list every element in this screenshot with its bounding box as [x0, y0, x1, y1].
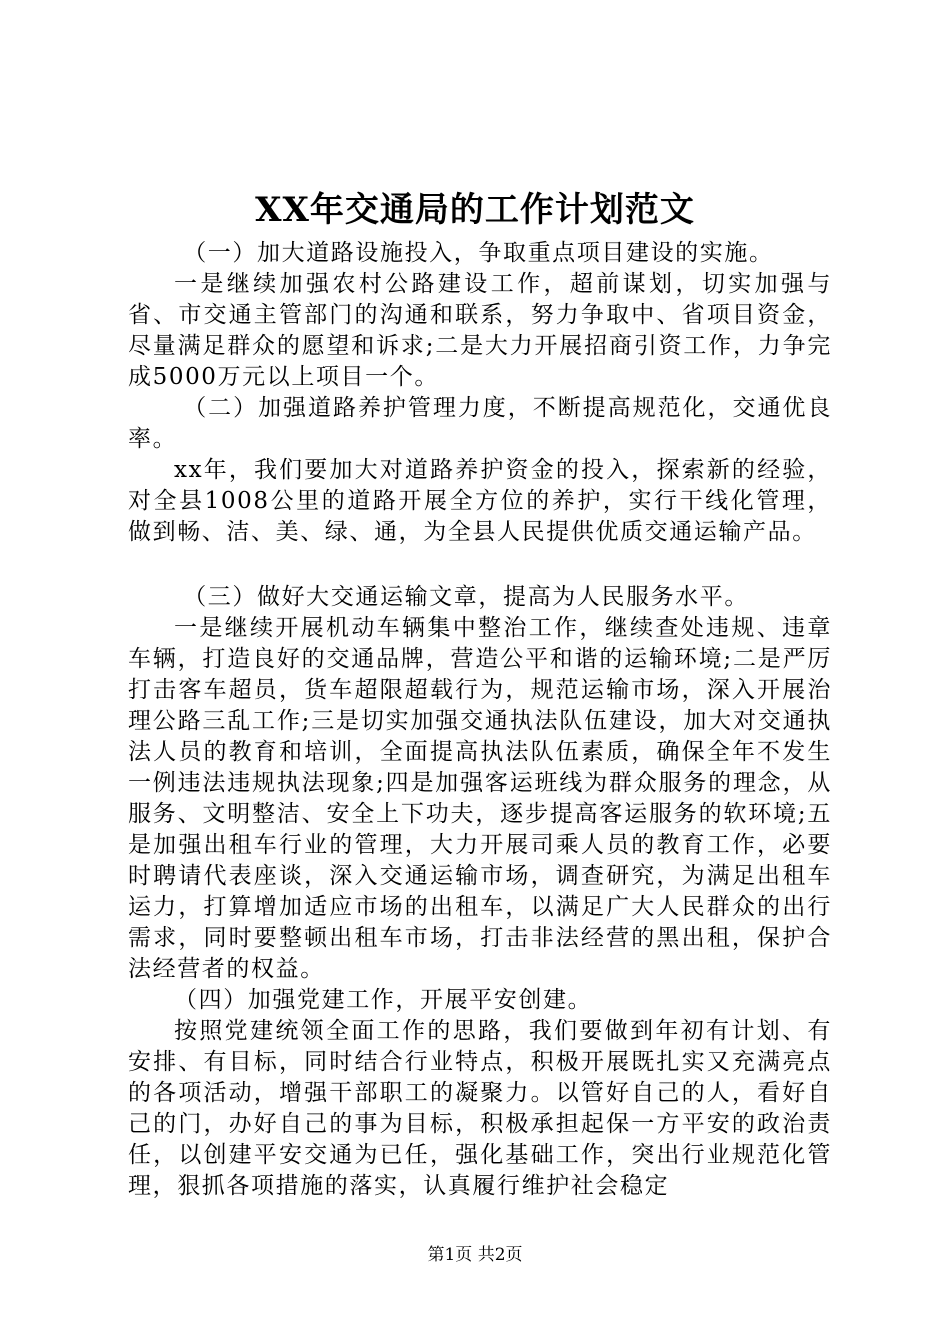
section-heading-1: （一）加大道路设施投入，争取重点项目建设的实施。 [183, 240, 774, 266]
section-heading-4: （四）加强党建工作，开展平安创建。 [174, 987, 593, 1013]
document-body [128, 238, 832, 1202]
page-title: XX年交通局的工作计划范文 [255, 190, 695, 230]
section-heading-2: （二）加强道路养护管理力度，不断提高规范化，交通优良率。 [128, 395, 832, 452]
body-paragraph: 一是继续开展机动车辆集中整治工作，继续查处违规、违章车辆，打造良好的交通品牌，营造公平和谐的运输环境;二是严厉打击客车超员，货车超限超载行为，规范运输市场，深入开展治理公路三乱工作;三是切实加强交通执法队伍建设，加大对交通执法人员的教育和培训，全面提高执法队伍素质，确保全年不发生一例违法违规执法现象;四是加强客运班线为群众服务的理念，从服务、文明整洁、安全上下功夫，逐步提高客运服务的软环境;五是加强出租车行业的管理，大力开展司乘人员的教育工作，必要时聘请代表座谈，深入交通运输市场，调查研究，为满足出租车运力，打算增加适应市场的出租车，以满足广大人民群众的出行需求，同时要整顿出租车市场，打击非法经营的黑出租，保护合法经营者的权益。 [128, 615, 832, 982]
page-number-footer: 第1页 共2页 [427, 1245, 523, 1265]
body-paragraph: xx年，我们要加大对道路养护资金的投入，探索新的经验，对全县1008公里的道路开展全方位的养护，实行干线化管理，做到畅、洁、美、绿、通，为全县人民提供优质交通运输产品。 [128, 457, 832, 545]
body-paragraph: 一是继续加强农村公路建设工作，超前谋划，切实加强与省、市交通主管部门的沟通和联系，努力争取中、省项目资金，尽量满足群众的愿望和诉求;二是大力开展招商引资工作，力争完成5000万元以上项目一个。 [128, 271, 832, 390]
body-paragraph: 按照党建统领全面工作的思路，我们要做到年初有计划、有安排、有目标，同时结合行业特点，积极开展既扎实又充满亮点的各项活动，增强干部职工的凝聚力。以管好自己的人，看好自己的门，办好自己的事为目标，积极承担起保一方平安的政治责任，以创建平安交通为已任，强化基础工作，突出行业规范化管理，狠抓各项措施的落实，认真履行维护社会稳定 [128, 1018, 832, 1199]
section-heading-3: （三）做好大交通运输文章，提高为人民服务水平。 [183, 584, 749, 610]
